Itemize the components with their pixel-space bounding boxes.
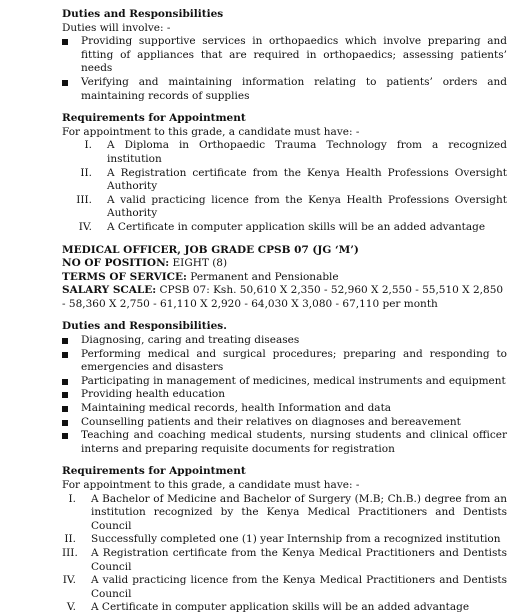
- list-item: [62, 194, 507, 221]
- section-intro: Duties will involve: -: [62, 21, 171, 34]
- list-number: II.: [80, 166, 92, 179]
- list-number: V.: [66, 601, 76, 614]
- section-heading: Duties and Responsibilities.: [62, 320, 227, 333]
- section-heading: Duties and Responsibilities: [62, 8, 224, 20]
- list-item-text: A Diploma in Orthopaedic Trauma Technology from a recognized institution: [107, 139, 507, 165]
- terms-label: TERMS OF SERVICE:: [62, 270, 187, 283]
- list-item-text: A Registration certificate from the Kenya Health Professions Oversight Authority: [107, 166, 507, 193]
- list-item: [62, 601, 507, 615]
- positions-line: [62, 257, 507, 271]
- bullet-icon: [62, 338, 68, 344]
- list-item-text: A valid practicing licence from the Kenya Medical Practitioners and Dentists Council: [91, 574, 507, 600]
- positions-label: NO OF POSITION:: [62, 257, 170, 270]
- bullet-icon: [62, 379, 68, 385]
- list-item: [62, 388, 507, 402]
- list-item-text: A Bachelor of Medicine and Bachelor of Surgery (M.B; Ch.B.) degree from an institution recognized by the Kenya Medical Practitioners and Dentists Council: [91, 492, 507, 532]
- list-item: [62, 76, 507, 103]
- list-item-text: Performing medical and surgical procedures; preparing and responding to emergencies and disasters: [81, 347, 507, 374]
- list-item: [62, 533, 507, 547]
- bullet-icon: [62, 420, 68, 426]
- bullet-icon: [62, 392, 68, 398]
- positions-value: EIGHT (8): [169, 257, 228, 270]
- list-item-text: Maintaining medical records, health Information and data: [81, 402, 392, 415]
- list-item: [62, 221, 507, 235]
- list-item-text: Providing health education: [81, 388, 226, 401]
- list-number: II.: [64, 533, 76, 546]
- list-item-text: A valid practicing licence from the Kenya Health Professions Oversight Authority: [107, 193, 507, 220]
- list-number: III.: [62, 546, 78, 559]
- section-intro: For appointment to this grade, a candidate must have: -: [62, 479, 360, 491]
- list-item: [62, 493, 507, 534]
- list-item: [62, 574, 507, 601]
- list-item-text: Successfully completed one (1) year Internship from a recognized institution: [91, 533, 501, 546]
- list-item: [62, 402, 507, 416]
- list-item-text: Providing supportive services in orthopaedics which involve preparing and fitting of appliances that are required in orthopaedics; assessing patients’ needs: [81, 35, 507, 75]
- list-item: [62, 416, 507, 430]
- list-number: IV.: [62, 574, 76, 587]
- list-number: I.: [68, 492, 76, 505]
- list-item-text: Verifying and maintaining information relating to patients’ orders and maintaining records of supplies: [81, 75, 507, 102]
- list-number: III.: [76, 193, 92, 206]
- section-heading: Requirements for Appointment: [62, 465, 246, 478]
- salary-value: CPSB 07: Ksh. 50,610 X 2,350 - 52,960 X 2,550 - 55,510 X 2,850 - 58,360 X 2,750 - 61,110 X 2,920 - 64,030 X 3,080 - 67,110 per month: [62, 284, 504, 310]
- list-item-text: A Certificate in computer application skills will be an added advantage: [91, 601, 470, 614]
- list-item: [62, 375, 507, 389]
- bullet-icon: [62, 352, 68, 358]
- list-item: [62, 35, 507, 76]
- list-item: [62, 334, 507, 348]
- section-heading: Requirements for Appointment: [62, 112, 246, 125]
- list-item-text: Counselling patients and their relatives on diagnoses and bereavement: [81, 415, 461, 428]
- terms-value: Permanent and Pensionable: [186, 270, 339, 283]
- bullet-icon: [62, 80, 68, 86]
- bullet-icon: [62, 39, 68, 45]
- salary-label: SALARY SCALE:: [62, 284, 157, 297]
- bullet-icon: [62, 406, 68, 412]
- list-number: I.: [84, 139, 92, 152]
- terms-line: [62, 271, 507, 285]
- list-item: [62, 167, 507, 194]
- list-item: [62, 348, 507, 375]
- list-item-text: Teaching and coaching medical students, nursing students and clinical officer interns and preparing requisite documents for registration: [81, 429, 507, 455]
- list-number: IV.: [78, 220, 92, 233]
- bullet-icon: [62, 433, 68, 439]
- list-item-text: Diagnosing, caring and treating diseases: [81, 334, 300, 347]
- salary-line: [62, 284, 507, 311]
- list-item: [62, 429, 507, 456]
- list-item-text: A Certificate in computer application skills will be an added advantage: [107, 220, 486, 233]
- section-intro: For appointment to this grade, a candidate must have: -: [62, 125, 360, 138]
- job-title: MEDICAL OFFICER, JOB GRADE CPSB 07 (JG ‘M’): [62, 243, 359, 256]
- list-item-text: Participating in management of medicines, medical instruments and equipment: [81, 374, 506, 387]
- list-item: [62, 139, 507, 166]
- list-item-text: A Registration certificate from the Kenya Medical Practitioners and Dentists Council: [91, 546, 507, 573]
- list-item: [62, 547, 507, 574]
